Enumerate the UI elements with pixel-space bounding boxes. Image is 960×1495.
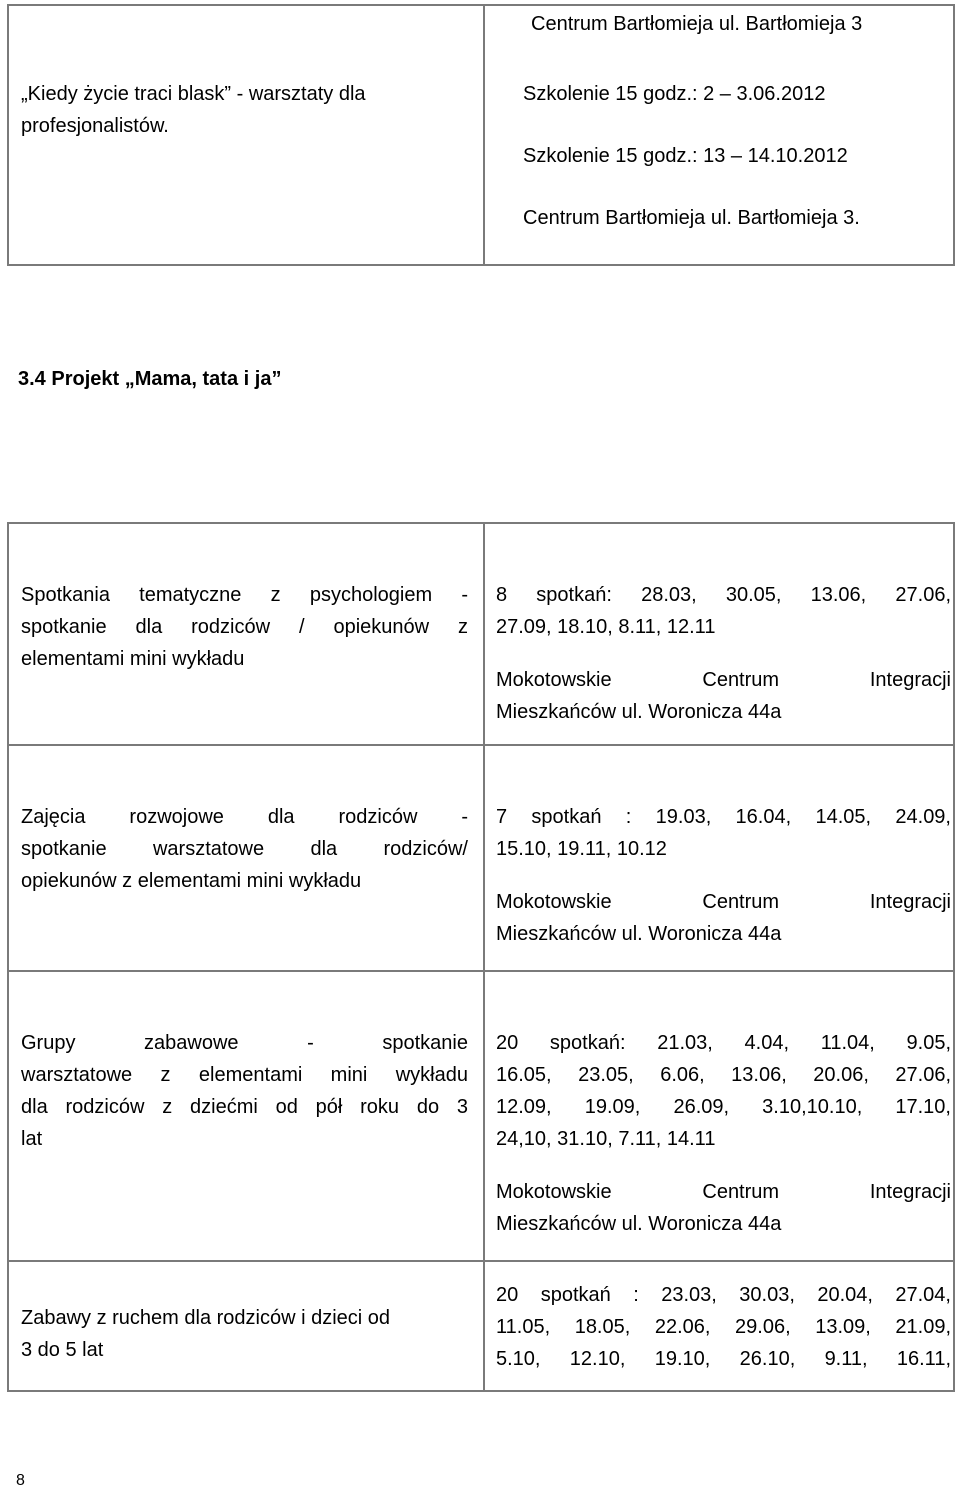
schedule-cell	[484, 523, 954, 745]
activity-line: elementami mini wykładu	[21, 648, 245, 670]
dates-line: 24,10, 31.10, 7.11, 14.11	[496, 1128, 716, 1150]
activity-line: Zabawy z ruchem dla rodziców i dzieci od	[21, 1307, 391, 1329]
location-line-1: Centrum Bartłomieja ul. Bartłomieja 3	[531, 13, 863, 35]
activity-line: spotkanie warsztatowe dla rodziców/	[21, 838, 468, 860]
dates-line: 12.09, 19.09, 26.09, 3.10,10.10, 17.10,	[496, 1096, 951, 1118]
place-line: Mokotowskie Centrum Integracji	[496, 891, 951, 913]
dates-line: 7 spotkań : 19.03, 16.04, 14.05, 24.09,	[496, 806, 951, 828]
workshop-title-line-2: profesjonalistów.	[21, 115, 169, 137]
activity-line: lat	[21, 1128, 43, 1150]
table-row	[8, 971, 954, 1261]
dates-line: 11.05, 18.05, 22.06, 29.06, 13.09, 21.09,	[496, 1316, 951, 1338]
dates-line: 15.10, 19.11, 10.12	[496, 838, 667, 860]
table-row	[8, 745, 954, 971]
page-number: 8	[16, 1472, 25, 1489]
activity-line: Zajęcia rozwojowe dla rodziców -	[21, 806, 468, 828]
top-left-cell	[8, 5, 484, 265]
dates-line: 27.09, 18.10, 8.11, 12.11	[496, 616, 716, 638]
training-date-2: Szkolenie 15 godz.: 13 – 14.10.2012	[523, 145, 848, 167]
table-row	[8, 1261, 954, 1391]
activity-line: opiekunów z elementami mini wykładu	[21, 870, 362, 892]
activity-cell	[8, 1261, 484, 1391]
workshop-title-line-1: „Kiedy życie traci blask” - warsztaty dla	[21, 83, 366, 105]
activity-cell	[8, 971, 484, 1261]
schedule-cell	[484, 971, 954, 1261]
section-heading: 3.4 Projekt „Mama, tata i ja”	[18, 368, 282, 390]
training-date-1: Szkolenie 15 godz.: 2 – 3.06.2012	[523, 83, 826, 105]
dates-line: 8 spotkań: 28.03, 30.05, 13.06, 27.06,	[496, 584, 951, 606]
activity-line: spotkanie dla rodziców / opiekunów z	[21, 616, 468, 638]
place-line: Mieszkańców ul. Woronicza 44a	[496, 923, 782, 945]
dates-line: 20 spotkań: 21.03, 4.04, 11.04, 9.05,	[496, 1032, 951, 1054]
activity-cell	[8, 523, 484, 745]
activity-line: 3 do 5 lat	[21, 1339, 104, 1361]
activity-line: Spotkania tematyczne z psychologiem -	[21, 584, 468, 606]
activity-cell	[8, 745, 484, 971]
schedule-cell	[484, 745, 954, 971]
dates-line: 5.10, 12.10, 19.10, 26.10, 9.11, 16.11,	[496, 1348, 951, 1370]
project-table	[7, 522, 955, 1392]
activity-line: dla rodziców z dziećmi od pół roku do 3	[21, 1096, 468, 1118]
place-line: Mokotowskie Centrum Integracji	[496, 1181, 951, 1203]
dates-line: 16.05, 23.05, 6.06, 13.06, 20.06, 27.06,	[496, 1064, 951, 1086]
top-table	[7, 4, 955, 266]
place-line: Mokotowskie Centrum Integracji	[496, 669, 951, 691]
activity-line: warsztatowe z elementami mini wykładu	[21, 1064, 468, 1086]
table-row	[8, 523, 954, 745]
activity-line: Grupy zabawowe - spotkanie	[21, 1032, 468, 1054]
top-right-cell	[484, 5, 954, 265]
dates-line: 20 spotkań : 23.03, 30.03, 20.04, 27.04,	[496, 1284, 951, 1306]
place-line: Mieszkańców ul. Woronicza 44a	[496, 701, 782, 723]
location-line-2: Centrum Bartłomieja ul. Bartłomieja 3.	[523, 207, 860, 229]
schedule-cell	[484, 1261, 954, 1391]
place-line: Mieszkańców ul. Woronicza 44a	[496, 1213, 782, 1235]
